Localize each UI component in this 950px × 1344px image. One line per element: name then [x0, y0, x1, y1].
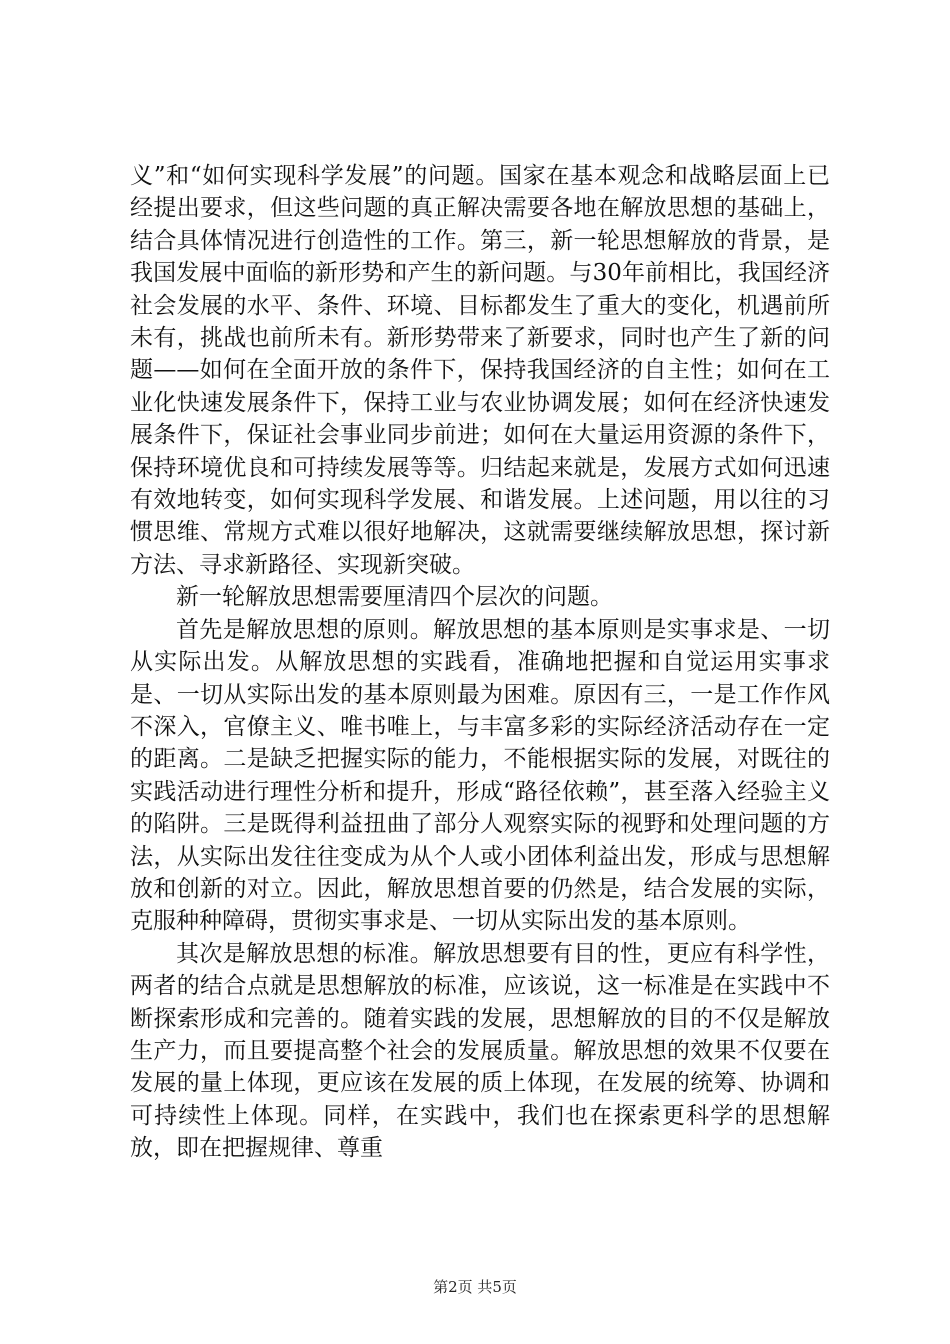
paragraph-standard: 其次是解放思想的标准。解放思想要有目的性，更应有科学性，两者的结合点就是思想解放的标准，应该说，这一标准是在实践中不断探索形成和完善的。随着实践的发展，思想解放的目的不仅是解放生产力，而且要提高整个社会的发展质量。解放思想的效果不仅要在发展的量上体现，更应该在发展的质上体现，在发展的统筹、协调和可持续性上体现。同样，在实践中，我们也在探索更科学的思想解放，即在把握规律、尊重	[130, 940, 830, 1162]
page-footer: 第2页 共5页	[433, 1278, 517, 1296]
paragraph-principle: 首先是解放思想的原则。解放思想的基本原则是实事求是、一切从实际出发。从解放思想的实践看，准确地把握和自觉运用实事求是、一切从实际出发的基本原则最为困难。原因有三，一是工作作风不深入，官僚主义、唯书唯上，与丰富多彩的实际经济活动存在一定的距离。二是缺乏把握实际的能力，不能根据实际的发展，对既往的实践活动进行理性分析和提升，形成“路径依赖”，甚至落入经验主义的陷阱。三是既得利益扭曲了部分人观察实际的视野和处理问题的方法，从实际出发往往变成为从个人或小团体利益出发，形成与思想解放和创新的对立。因此，解放思想首要的仍然是，结合发展的实际，克服种种障碍，贯彻实事求是、一切从实际出发的基本原则。	[130, 616, 830, 935]
paragraph-continuation: 义”和“如何实现科学发展”的问题。国家在基本观念和战略层面上已经提出要求，但这些问题的真正解决需要各地在解放思想的基础上，结合具体情况进行创造性的工作。第三，新一轮思想解放的背景，是我国发展中面临的新形势和产生的新问题。与30年前相比，我国经济社会发展的水平、条件、环境、目标都发生了重大的变化，机遇前所未有，挑战也前所未有。新形势带来了新要求，同时也产生了新的问题——如何在全面开放的条件下，保持我国经济的自主性；如何在工业化快速发展条件下，保持工业与农业协调发展；如何在经济快速发展条件下，保证社会事业同步前进；如何在大量运用资源的条件下，保持环境优良和可持续发展等等。归结起来就是，发展方式如何迅速有效地转变，如何实现科学发展、和谐发展。上述问题，用以往的习惯思维、常规方式难以很好地解决，这就需要继续解放思想，探讨新方法、寻求新路径、实现新突破。	[130, 163, 830, 578]
document-body	[130, 160, 830, 1165]
paragraph-summary: 新一轮解放思想需要厘清四个层次的问题。	[176, 584, 613, 611]
